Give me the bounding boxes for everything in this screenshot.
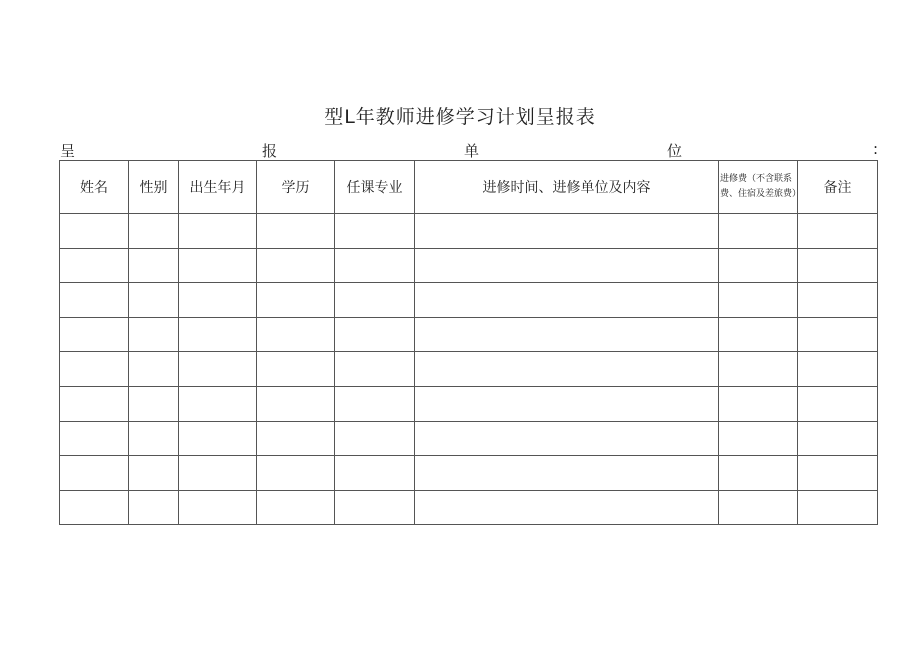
table-cell-birth[interactable]	[179, 456, 257, 491]
table-cell-name[interactable]	[60, 490, 129, 525]
table-row	[60, 352, 878, 387]
table-cell-education[interactable]	[257, 386, 335, 421]
table-cell-gender[interactable]	[129, 214, 179, 249]
table-cell-birth[interactable]	[179, 283, 257, 318]
unit-label-char: 单	[464, 142, 480, 160]
table-cell-major[interactable]	[335, 283, 415, 318]
header-note: 备注	[798, 161, 878, 214]
table-cell-major[interactable]	[335, 386, 415, 421]
table-cell-gender[interactable]	[129, 421, 179, 456]
table-row	[60, 386, 878, 421]
table-cell-gender[interactable]	[129, 386, 179, 421]
table-row	[60, 283, 878, 318]
table-cell-content[interactable]	[415, 283, 719, 318]
table-cell-gender[interactable]	[129, 317, 179, 352]
header-major: 任课专业	[335, 161, 415, 214]
table-cell-education[interactable]	[257, 456, 335, 491]
table-cell-name[interactable]	[60, 214, 129, 249]
table-cell-name[interactable]	[60, 386, 129, 421]
unit-label-colon: :	[872, 140, 878, 158]
table-cell-birth[interactable]	[179, 386, 257, 421]
table-cell-content[interactable]	[415, 421, 719, 456]
table-cell-gender[interactable]	[129, 248, 179, 283]
unit-label-char: 呈	[60, 142, 76, 160]
table-cell-education[interactable]	[257, 352, 335, 387]
table-cell-note[interactable]	[798, 352, 878, 387]
table-cell-major[interactable]	[335, 490, 415, 525]
table-cell-note[interactable]	[798, 421, 878, 456]
table-cell-major[interactable]	[335, 317, 415, 352]
table-cell-fee[interactable]	[719, 490, 798, 525]
table-cell-birth[interactable]	[179, 248, 257, 283]
table-cell-birth[interactable]	[179, 352, 257, 387]
table-cell-gender[interactable]	[129, 283, 179, 318]
training-plan-table	[59, 160, 878, 525]
table-cell-education[interactable]	[257, 317, 335, 352]
table-cell-content[interactable]	[415, 317, 719, 352]
unit-label-char: 报	[262, 142, 278, 160]
table-cell-birth[interactable]	[179, 317, 257, 352]
table-cell-education[interactable]	[257, 421, 335, 456]
table-cell-note[interactable]	[798, 456, 878, 491]
table-row	[60, 490, 878, 525]
reporting-unit-line	[60, 140, 878, 162]
table-cell-birth[interactable]	[179, 214, 257, 249]
table-cell-fee[interactable]	[719, 248, 798, 283]
unit-label-char: 位	[667, 142, 683, 160]
header-name: 姓名	[60, 161, 129, 214]
table-cell-fee[interactable]	[719, 456, 798, 491]
table-cell-content[interactable]	[415, 248, 719, 283]
table-cell-education[interactable]	[257, 283, 335, 318]
table-cell-fee[interactable]	[719, 352, 798, 387]
table-cell-content[interactable]	[415, 490, 719, 525]
table-row	[60, 421, 878, 456]
table-cell-gender[interactable]	[129, 490, 179, 525]
table-cell-major[interactable]	[335, 352, 415, 387]
table-cell-education[interactable]	[257, 248, 335, 283]
table-cell-name[interactable]	[60, 421, 129, 456]
table-cell-fee[interactable]	[719, 214, 798, 249]
table-cell-birth[interactable]	[179, 421, 257, 456]
table-cell-major[interactable]	[335, 214, 415, 249]
table-cell-birth[interactable]	[179, 490, 257, 525]
table-cell-note[interactable]	[798, 283, 878, 318]
header-fee: 进修费（不含联系费、住宿及差旅费）	[719, 161, 798, 214]
table-row	[60, 456, 878, 491]
table-cell-major[interactable]	[335, 421, 415, 456]
table-cell-gender[interactable]	[129, 456, 179, 491]
header-education: 学历	[257, 161, 335, 214]
table-cell-content[interactable]	[415, 352, 719, 387]
table-body	[60, 214, 878, 525]
table-cell-name[interactable]	[60, 248, 129, 283]
form-title: 型L年教师进修学习计划呈报表	[324, 106, 596, 128]
table-cell-fee[interactable]	[719, 283, 798, 318]
table-cell-fee[interactable]	[719, 386, 798, 421]
header-content: 进修时间、进修单位及内容	[415, 161, 719, 214]
table-cell-note[interactable]	[798, 386, 878, 421]
table-cell-education[interactable]	[257, 214, 335, 249]
table-cell-note[interactable]	[798, 214, 878, 249]
table-cell-major[interactable]	[335, 248, 415, 283]
table-cell-name[interactable]	[60, 317, 129, 352]
table-cell-note[interactable]	[798, 317, 878, 352]
table-row	[60, 248, 878, 283]
header-gender: 性别	[129, 161, 179, 214]
table-cell-content[interactable]	[415, 386, 719, 421]
table-header-row	[60, 161, 878, 214]
table-cell-note[interactable]	[798, 248, 878, 283]
table-cell-content[interactable]	[415, 456, 719, 491]
table-row	[60, 214, 878, 249]
table-cell-content[interactable]	[415, 214, 719, 249]
table-cell-fee[interactable]	[719, 421, 798, 456]
table-cell-name[interactable]	[60, 283, 129, 318]
table-cell-name[interactable]	[60, 456, 129, 491]
table-cell-education[interactable]	[257, 490, 335, 525]
header-birth: 出生年月	[179, 161, 257, 214]
table-cell-note[interactable]	[798, 490, 878, 525]
table-cell-gender[interactable]	[129, 352, 179, 387]
table-cell-name[interactable]	[60, 352, 129, 387]
table-cell-fee[interactable]	[719, 317, 798, 352]
table-cell-major[interactable]	[335, 456, 415, 491]
table-row	[60, 317, 878, 352]
